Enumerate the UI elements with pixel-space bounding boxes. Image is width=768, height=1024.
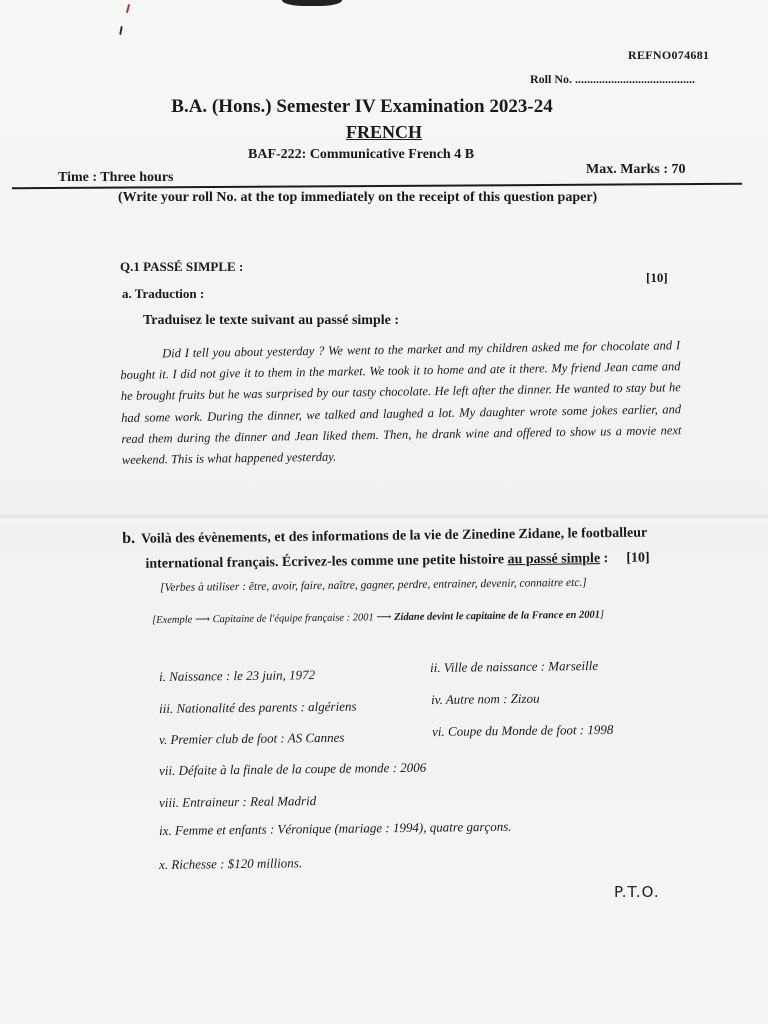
part-b-underlined: au passé simple <box>507 551 601 568</box>
translation-passage <box>120 335 682 471</box>
ink-smudge <box>282 0 342 6</box>
example-suffix: ] <box>599 609 605 621</box>
please-turn-over: P.T.O. <box>614 883 660 901</box>
subject-title: FRENCH <box>346 122 422 142</box>
question-1-marks: [10] <box>646 270 668 285</box>
part-b-letter: b. <box>122 529 136 547</box>
question-1-title: Q.1 PASSÉ SIMPLE : <box>120 259 244 274</box>
ink-mark <box>126 4 130 13</box>
part-b-marks: [10] <box>626 550 650 566</box>
example-line <box>152 608 604 626</box>
passage-text: Did I tell you about yesterday ? We went to the market and my children asked me for chocolate and I bought it. I did not give it to them in the market. We took it to home and ate it there. My friend Jean came and he brought fruits but he was surprised by our tasty chocolate. He left after the dinner. He wanted to stay but he had some work. During the dinner, we talked and laughed a lot. My daughter wrote some jokes earlier, and read them during the dinner and Jean liked them. Then, he drank wine and offered to show us a movie next weekend. This is what happened yesterday. <box>120 338 682 468</box>
fact-item: ix. Femme et enfants : Véronique (mariage : 1994), quatre garçons. <box>159 818 512 838</box>
ink-mark <box>119 26 123 35</box>
part-b-question <box>122 519 703 577</box>
part-b-text-3: : <box>600 551 609 567</box>
verbs-list: [Verbes à utiliser : être, avoir, faire, naître, gagner, perdre, entrainer, devenir, connaitre etc.] <box>160 576 587 594</box>
fact-item: iv. Autre nom : Zizou <box>431 690 540 707</box>
part-a-instruction: Traduisez le texte suivant au passé simple : <box>143 313 400 328</box>
part-b-text-2: international français. Écrivez-les comme une petite histoire <box>145 552 508 572</box>
example-prefix: [Exemple ⟶ Capitaine de l'équipe française : 2001 ⟶ <box>152 612 395 626</box>
fact-item: vi. Coupe du Monde de foot : 1998 <box>432 721 614 739</box>
max-marks: Max. Marks : 70 <box>586 162 686 177</box>
part-a-label: a. Traduction : <box>122 286 205 301</box>
fact-item: v. Premier club de foot : AS Cannes <box>159 729 345 747</box>
fact-item: x. Richesse : $120 millions. <box>159 855 303 872</box>
fact-item: vii. Défaite à la finale de la coupe de monde : 2006 <box>159 759 427 778</box>
roll-number-field: Roll No. ........................................ <box>530 72 695 86</box>
example-answer: Zidane devint le capitaine de la France en 2001 <box>394 609 601 624</box>
fact-item: viii. Entraineur : Real Madrid <box>159 793 317 810</box>
reference-number: REFNO074681 <box>628 48 710 62</box>
fact-item: iii. Nationalité des parents : algériens <box>159 698 357 716</box>
fact-item: ii. Ville de naissance : Marseille <box>430 657 599 675</box>
exam-title: B.A. (Hons.) Semester IV Examination 2023-24 <box>171 96 553 117</box>
fact-item: i. Naissance : le 23 juin, 1972 <box>159 667 316 684</box>
part-b-text-1: Voilà des évènements, et des informations de la vie de Zinedine Zidane, le footballeur <box>140 525 648 547</box>
time-allowed: Time : Three hours <box>58 170 174 185</box>
course-code: BAF-222: Communicative French 4 B <box>248 147 475 162</box>
instruction-line: (Write your roll No. at the top immediately on the receipt of this question paper) <box>118 190 598 205</box>
